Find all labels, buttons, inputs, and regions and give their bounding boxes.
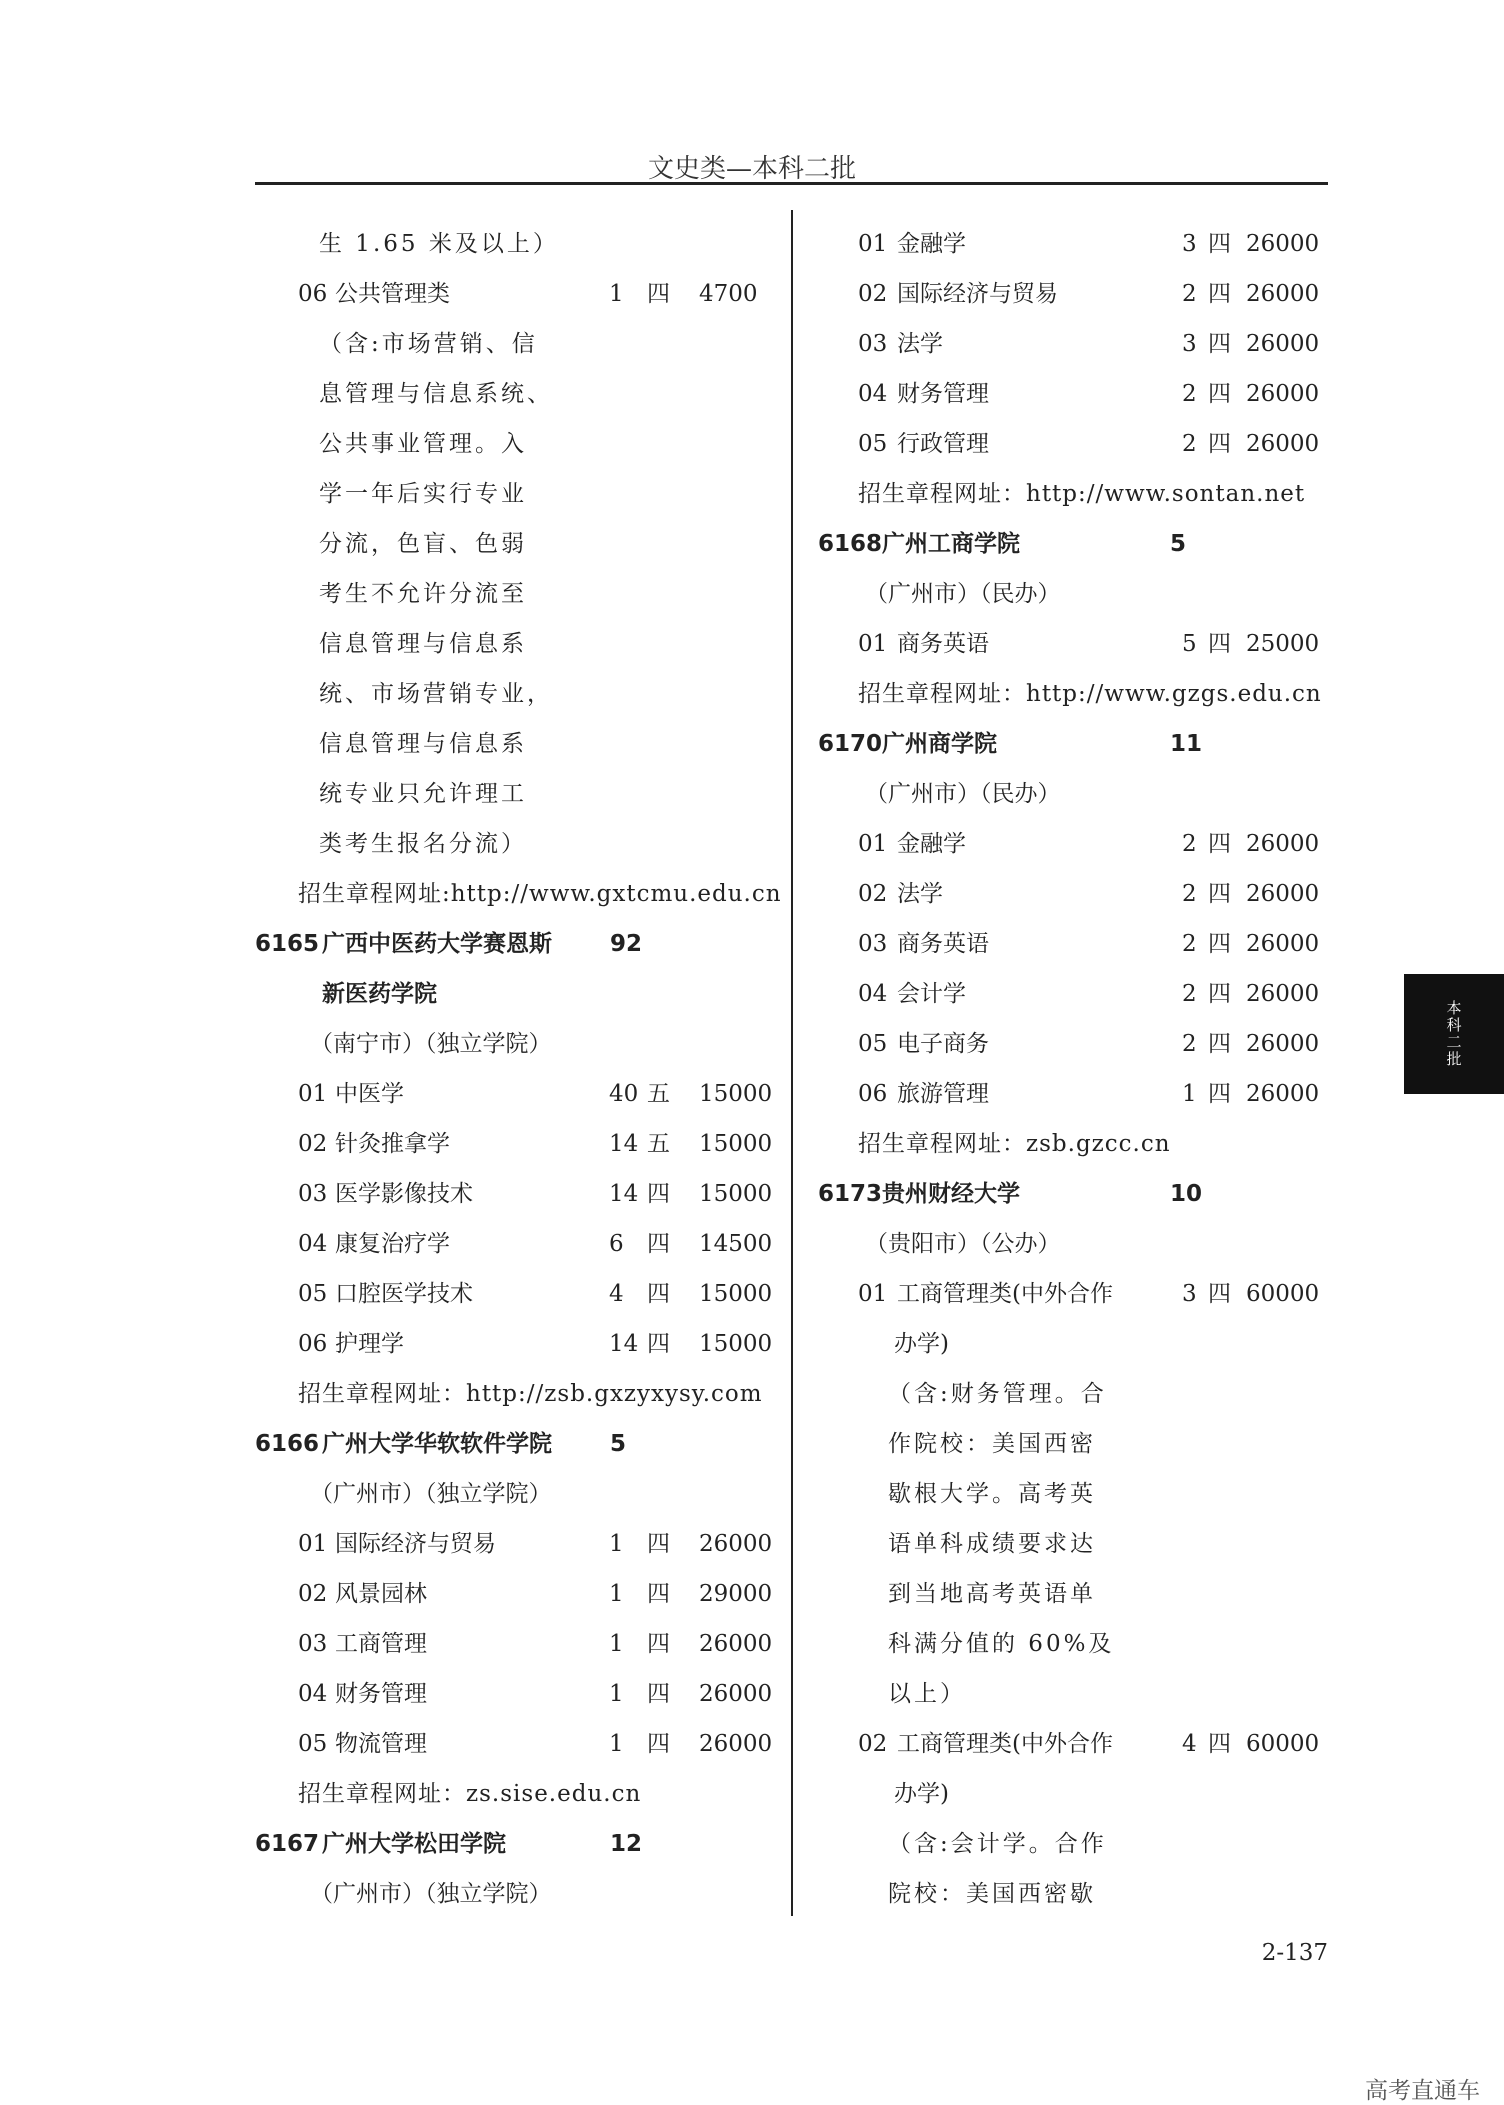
study-years: 四: [1208, 231, 1231, 257]
study-years: 四: [1208, 931, 1231, 957]
tuition-fee: 26000: [1246, 981, 1320, 1007]
tuition-fee: 26000: [1246, 831, 1320, 857]
listing-line: [255, 1469, 775, 1519]
school-location: （广州市）（独立学院）: [310, 1481, 552, 1507]
tuition-fee: 26000: [1246, 881, 1320, 907]
study-years: 四: [647, 1681, 670, 1707]
listing-line: [818, 519, 1323, 569]
listing-line: [818, 1469, 1323, 1519]
listing-line: [818, 419, 1323, 469]
admission-url: 招生章程网址:http://www.gxtcmu.edu.cn: [298, 881, 782, 907]
page-number: 2-137: [1261, 1940, 1328, 1966]
listing-line: [818, 1269, 1323, 1319]
major-code: 02: [858, 1731, 888, 1757]
listing-line: [255, 519, 775, 569]
plan-count: 2: [1182, 381, 1197, 407]
tuition-fee: 26000: [1246, 931, 1320, 957]
major-name: 商务英语: [897, 631, 989, 657]
plan-count: 5: [1182, 631, 1197, 657]
study-years: 四: [1208, 281, 1231, 307]
plan-count: 1: [609, 1731, 624, 1757]
plan-count: 3: [1182, 331, 1197, 357]
major-name: 护理学: [335, 1331, 404, 1357]
listing-line: [255, 1519, 775, 1569]
listing-line: [818, 669, 1323, 719]
admission-url: 招生章程网址：zsb.gzcc.cn: [858, 1131, 1171, 1157]
major-code: 02: [298, 1581, 328, 1607]
school-location: （南宁市）（独立学院）: [310, 1031, 552, 1057]
plan-count: 2: [1182, 431, 1197, 457]
listing-line: [255, 1819, 775, 1869]
tuition-fee: 60000: [1246, 1731, 1320, 1757]
major-name: 国际经济与贸易: [897, 281, 1058, 307]
note-text: 公共事业管理。入: [319, 431, 527, 457]
note-text: 信息管理与信息系: [319, 731, 527, 757]
major-code: 01: [858, 631, 888, 657]
listing-line: [255, 369, 775, 419]
tuition-fee: 26000: [699, 1531, 773, 1557]
major-name: 会计学: [897, 981, 966, 1007]
listing-line: [818, 1369, 1323, 1419]
plan-count: 1: [609, 1681, 624, 1707]
school-code: 6168: [818, 531, 883, 557]
major-code: 03: [858, 931, 888, 957]
major-name: 物流管理: [335, 1731, 427, 1757]
major-code: 06: [298, 1331, 328, 1357]
listing-line: [818, 319, 1323, 369]
listing-line: [818, 1519, 1323, 1569]
tuition-fee: 26000: [1246, 1081, 1320, 1107]
admission-url: 招生章程网址：zs.sise.edu.cn: [298, 1781, 642, 1807]
plan-count: 2: [1182, 931, 1197, 957]
school-code: 6170: [818, 731, 883, 757]
plan-count: 2: [1182, 831, 1197, 857]
listing-line: [818, 1769, 1323, 1819]
major-code: 06: [858, 1081, 888, 1107]
major-name: 针灸推拿学: [335, 1131, 450, 1157]
study-years: 五: [647, 1081, 670, 1107]
listing-line: [255, 1619, 775, 1669]
listing-line: [255, 719, 775, 769]
major-name-cont: 办学): [894, 1781, 949, 1807]
study-years: 四: [1208, 1281, 1231, 1307]
study-years: 五: [647, 1131, 670, 1157]
study-years: 四: [647, 1281, 670, 1307]
note-text: 语单科成绩要求达: [888, 1531, 1096, 1557]
listing-line: [818, 1619, 1323, 1669]
note-text: 科满分值的 60%及: [888, 1631, 1115, 1657]
listing-line: [255, 769, 775, 819]
major-code: 02: [858, 881, 888, 907]
tuition-fee: 26000: [699, 1681, 773, 1707]
school-name: 广州工商学院: [882, 531, 1020, 557]
major-name: 财务管理: [335, 1681, 427, 1707]
study-years: 四: [1208, 1031, 1231, 1057]
major-name: 金融学: [897, 831, 966, 857]
major-code: 01: [858, 231, 888, 257]
listing-line: [255, 669, 775, 719]
plan-count: 14: [609, 1131, 639, 1157]
page-header-title: 文史类—本科二批: [647, 154, 856, 184]
listing-line: [255, 1719, 775, 1769]
major-name: 电子商务: [897, 1031, 989, 1057]
listing-line: [818, 469, 1323, 519]
tuition-fee: 25000: [1246, 631, 1320, 657]
school-plan-count: 5: [610, 1431, 627, 1457]
study-years: 四: [1208, 381, 1231, 407]
tuition-fee: 60000: [1246, 1281, 1320, 1307]
study-years: 四: [1208, 1081, 1231, 1107]
listing-line: [255, 269, 775, 319]
listing-line: [255, 219, 775, 269]
tuition-fee: 26000: [1246, 431, 1320, 457]
plan-count: 1: [609, 1531, 624, 1557]
listing-line: [818, 969, 1323, 1019]
header-rule: [255, 182, 1328, 185]
listing-line: [818, 369, 1323, 419]
tuition-fee: 15000: [699, 1331, 773, 1357]
listing-line: [255, 1869, 775, 1919]
tuition-fee: 26000: [1246, 381, 1320, 407]
listing-line: [818, 869, 1323, 919]
school-name: 广州商学院: [882, 731, 997, 757]
listing-line: [255, 569, 775, 619]
major-name: 财务管理: [897, 381, 989, 407]
listing-line: [255, 919, 775, 969]
listing-line: [818, 1869, 1323, 1919]
listing-line: [818, 1319, 1323, 1369]
study-years: 四: [1208, 331, 1231, 357]
tuition-fee: 15000: [699, 1281, 773, 1307]
listing-line: [818, 269, 1323, 319]
note-text: 歇根大学。高考英: [888, 1481, 1096, 1507]
listing-line: [255, 619, 775, 669]
major-name: 中医学: [335, 1081, 404, 1107]
note-text: 考生不允许分流至: [319, 581, 527, 607]
listing-line: [818, 1569, 1323, 1619]
note-text: 以上）: [888, 1681, 966, 1707]
listing-line: [818, 1019, 1323, 1069]
study-years: 四: [647, 1731, 670, 1757]
study-years: 四: [1208, 631, 1231, 657]
left-column: [255, 219, 782, 1919]
listing-line: [255, 819, 775, 869]
major-name: 公共管理类: [335, 281, 450, 307]
school-location: （贵阳市）（公办）: [865, 1231, 1061, 1257]
listing-line: [818, 1069, 1323, 1119]
major-code: 06: [298, 281, 328, 307]
major-code: 04: [858, 381, 888, 407]
listing-line: [255, 1269, 775, 1319]
listing-line: [255, 319, 775, 369]
plan-count: 1: [1182, 1081, 1197, 1107]
note-text: （含:财务管理。合: [888, 1381, 1107, 1407]
column-divider: [791, 210, 793, 1916]
listing-line: [255, 1119, 775, 1169]
listing-line: [818, 1419, 1323, 1469]
study-years: 四: [647, 1181, 670, 1207]
tuition-fee: 26000: [1246, 231, 1320, 257]
major-name: 康复治疗学: [335, 1231, 450, 1257]
plan-count: 14: [609, 1181, 639, 1207]
note-text: 分流，色盲、色弱: [319, 531, 527, 557]
note-text: 到当地高考英语单: [888, 1581, 1096, 1607]
major-code: 05: [298, 1281, 328, 1307]
school-plan-count: 10: [1170, 1181, 1203, 1207]
listing-line: [255, 419, 775, 469]
admission-url: 招生章程网址：http://www.gzgs.edu.cn: [858, 681, 1322, 707]
listing-line: [255, 1069, 775, 1119]
major-code: 04: [298, 1231, 328, 1257]
listing-line: [255, 1569, 775, 1619]
major-code: 02: [298, 1131, 328, 1157]
listing-line: [818, 569, 1323, 619]
listing-line: [818, 1119, 1323, 1169]
tuition-fee: 26000: [699, 1731, 773, 1757]
school-plan-count: 11: [1170, 731, 1203, 757]
plan-count: 4: [1182, 1731, 1197, 1757]
listing-line: [255, 1419, 775, 1469]
school-location: （广州市）（独立学院）: [310, 1881, 552, 1907]
plan-count: 1: [609, 1581, 624, 1607]
note-text: 信息管理与信息系: [319, 631, 527, 657]
note-text: 作院校：美国西密: [888, 1431, 1096, 1457]
major-code: 05: [858, 431, 888, 457]
major-name: 旅游管理: [897, 1081, 989, 1107]
study-years: 四: [1208, 1731, 1231, 1757]
listing-line: [255, 1369, 775, 1419]
major-name: 法学: [897, 331, 943, 357]
note-text: 统专业只允许理工: [319, 781, 527, 807]
major-name: 工商管理类(中外合作: [897, 1731, 1113, 1757]
listing-line: [818, 219, 1323, 269]
study-years: 四: [1208, 831, 1231, 857]
school-location: （广州市）（民办）: [865, 581, 1061, 607]
listing-line: [818, 619, 1323, 669]
note-text: （含:市场营销、信: [319, 331, 538, 357]
plan-count: 40: [609, 1081, 639, 1107]
major-name: 医学影像技术: [335, 1181, 473, 1207]
listing-line: [818, 1719, 1323, 1769]
note-text: 学一年后实行专业: [319, 481, 527, 507]
section-side-tab: 本科二批: [1404, 974, 1504, 1094]
listing-line: [255, 869, 782, 919]
plan-count: 2: [1182, 1031, 1197, 1057]
listing-line: [818, 1219, 1323, 1269]
listing-line: [255, 1169, 775, 1219]
major-name: 工商管理: [335, 1631, 427, 1657]
note-text: 类考生报名分流）: [319, 831, 527, 857]
school-name-cont: 新医药学院: [322, 981, 437, 1007]
study-years: 四: [647, 1331, 670, 1357]
major-name: 口腔医学技术: [335, 1281, 473, 1307]
major-code: 03: [298, 1631, 328, 1657]
tuition-fee: 26000: [1246, 331, 1320, 357]
major-code: 03: [858, 331, 888, 357]
school-code: 6173: [818, 1181, 883, 1207]
major-name: 商务英语: [897, 931, 989, 957]
tuition-fee: 15000: [699, 1081, 773, 1107]
listing-line: [255, 969, 775, 1019]
major-name: 金融学: [897, 231, 966, 257]
school-plan-count: 92: [610, 931, 643, 957]
school-code: 6167: [255, 1831, 320, 1857]
plan-count: 2: [1182, 981, 1197, 1007]
plan-count: 6: [609, 1231, 624, 1257]
tuition-fee: 15000: [699, 1181, 773, 1207]
plan-count: 4: [609, 1281, 624, 1307]
listing-line: [818, 1169, 1323, 1219]
tuition-fee: 26000: [1246, 1031, 1320, 1057]
major-name: 行政管理: [897, 431, 989, 457]
plan-count: 1: [609, 1631, 624, 1657]
listing-line: [255, 1219, 775, 1269]
tuition-fee: 26000: [1246, 281, 1320, 307]
note-text: 院校：美国西密歇: [888, 1881, 1096, 1907]
major-name: 工商管理类(中外合作: [897, 1281, 1113, 1307]
major-code: 04: [858, 981, 888, 1007]
school-code: 6165: [255, 931, 320, 957]
listing-line: [818, 819, 1323, 869]
school-name: 贵州财经大学: [882, 1181, 1020, 1207]
major-name: 风景园林: [335, 1581, 427, 1607]
listing-line: [255, 1319, 775, 1369]
school-plan-count: 5: [1170, 531, 1187, 557]
tuition-fee: 26000: [699, 1631, 773, 1657]
major-code: 01: [298, 1531, 328, 1557]
listing-line: [818, 769, 1323, 819]
major-code: 03: [298, 1181, 328, 1207]
study-years: 四: [647, 1531, 670, 1557]
study-years: 四: [1208, 881, 1231, 907]
major-code: 04: [298, 1681, 328, 1707]
plan-count: 14: [609, 1331, 639, 1357]
major-name: 法学: [897, 881, 943, 907]
major-code: 05: [858, 1031, 888, 1057]
plan-count: 2: [1182, 281, 1197, 307]
major-name: 国际经济与贸易: [335, 1531, 496, 1557]
note-text: 统、市场营销专业，: [319, 681, 553, 707]
major-code: 02: [858, 281, 888, 307]
plan-count: 3: [1182, 231, 1197, 257]
major-code: 01: [858, 831, 888, 857]
study-years: 四: [1208, 431, 1231, 457]
tuition-fee: 15000: [699, 1131, 773, 1157]
right-column: [818, 219, 1323, 1919]
study-years: 四: [647, 281, 670, 307]
tuition-fee: 14500: [699, 1231, 773, 1257]
study-years: 四: [647, 1631, 670, 1657]
major-code: 05: [298, 1731, 328, 1757]
study-years: 四: [647, 1231, 670, 1257]
listing-line: [255, 1769, 775, 1819]
listing-line: [818, 1669, 1323, 1719]
school-location: （广州市）（民办）: [865, 781, 1061, 807]
note-text: 息管理与信息系统、: [319, 381, 553, 407]
plan-count: 2: [1182, 881, 1197, 907]
listing-line: [818, 1819, 1323, 1869]
admission-url: 招生章程网址：http://zsb.gxzyxysy.com: [298, 1381, 763, 1407]
major-code: 01: [858, 1281, 888, 1307]
listing-line: [255, 1669, 775, 1719]
listing-line: [255, 469, 775, 519]
school-code: 6166: [255, 1431, 320, 1457]
listing-line: [818, 919, 1323, 969]
school-plan-count: 12: [610, 1831, 643, 1857]
major-name-cont: 办学): [894, 1331, 949, 1357]
watermark: 高考直通车: [1365, 2078, 1480, 2104]
major-code: 01: [298, 1081, 328, 1107]
school-name: 广州大学华软软件学院: [322, 1431, 552, 1457]
tuition-fee: 29000: [699, 1581, 773, 1607]
school-name: 广州大学松田学院: [322, 1831, 506, 1857]
note-text: 生 1.65 米及以上）: [319, 231, 559, 257]
listing-line: [818, 719, 1323, 769]
listing-line: [255, 1019, 775, 1069]
note-text: （含:会计学。合作: [888, 1831, 1107, 1857]
tuition-fee: 4700: [699, 281, 758, 307]
school-name: 广西中医药大学赛恩斯: [322, 931, 552, 957]
plan-count: 3: [1182, 1281, 1197, 1307]
plan-count: 1: [609, 281, 624, 307]
study-years: 四: [647, 1581, 670, 1607]
admission-url: 招生章程网址：http://www.sontan.net: [858, 481, 1306, 507]
study-years: 四: [1208, 981, 1231, 1007]
